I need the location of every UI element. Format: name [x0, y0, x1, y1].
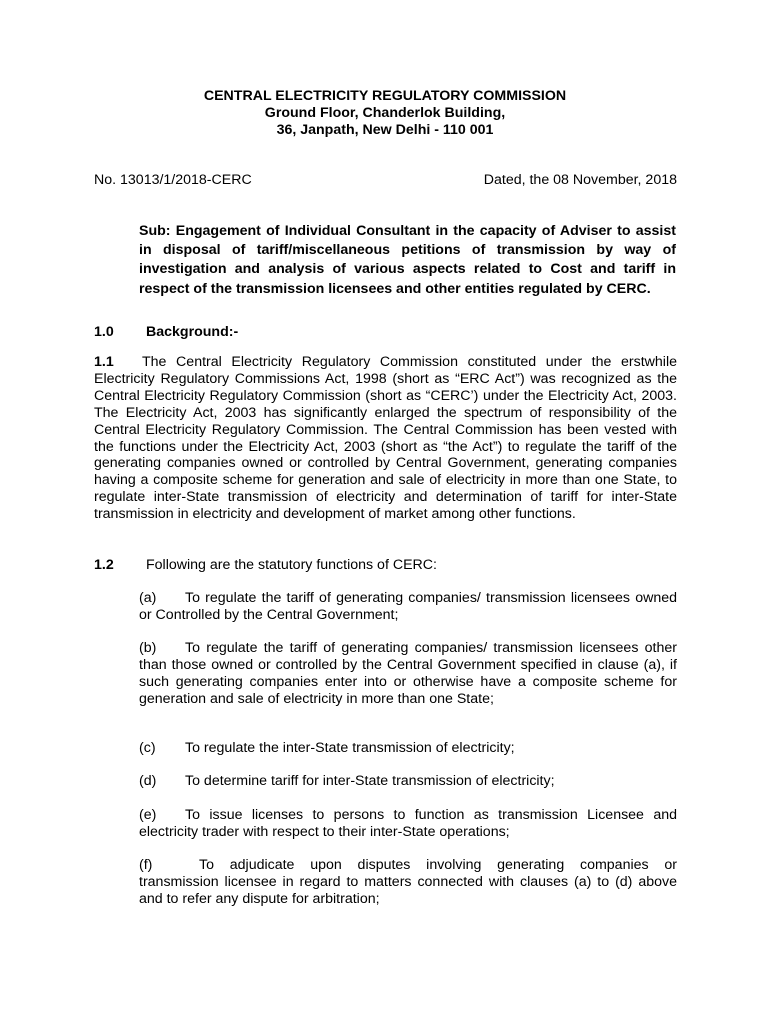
paragraph-number: 1.2 [94, 557, 114, 573]
function-item-a [139, 590, 677, 624]
item-text: To regulate the tariff of generating companies/ transmission licensees owned or Controlled by the Central Government; [139, 590, 677, 623]
function-item-b [139, 640, 677, 708]
section-number: 1.0 [94, 324, 114, 340]
reference-number: No. 13013/1/2018-CERC [94, 172, 252, 188]
paragraph-text: The Central Electricity Regulatory Commission constituted under the erstwhile Electricity Regulatory Commissions Act, 1998 (short as “ERC Act”) was recognized as the Central Electricity Regulatory Commission (short as “CERC’) under the Electricity Act, 2003. The Electricity Act, 2003 has significantly enlarged the spectrum of responsibility of the Central Electricity Regulatory Commission. The Central Commission has been vested with the functions under the Electricity Act, 2003 (short as “the Act”) to regulate the tariff of the generating companies owned or controlled by Central Government, generating companies having a composite scheme for generation and sale of electricity in more than one State, to regulate inter-State transmission of electricity and determination of tariff for inter-State transmission in electricity and development of market among other functions. [94, 354, 677, 523]
function-item-d [139, 773, 677, 790]
reference-line [94, 172, 677, 188]
header-organization: CENTRAL ELECTRICITY REGULATORY COMMISSION [203, 88, 567, 104]
item-label: (a) [139, 590, 157, 606]
function-item-f [139, 857, 677, 908]
section-heading [94, 324, 238, 340]
paragraph-text: Following are the statutory functions of CERC: [146, 557, 437, 573]
letterhead [0, 88, 770, 139]
header-address-line2: 36, Janpath, New Delhi - 110 001 [276, 122, 494, 138]
item-text: To determine tariff for inter-State transmission of electricity; [185, 773, 555, 789]
function-item-e [139, 807, 677, 841]
item-text: To issue licenses to persons to function as transmission Licensee and electricity trader with respect to their inter-State operations; [139, 807, 677, 840]
header-address-line1: Ground Floor, Chanderlok Building, [264, 105, 506, 121]
paragraph-1-2 [94, 557, 677, 574]
item-text: To adjudicate upon disputes involving generating companies or transmission licensee in regard to matters connected with clauses (a) to (d) above and to refer any dispute for arbitration; [139, 857, 677, 907]
paragraph-number: 1.1 [94, 354, 114, 370]
item-label: (b) [139, 640, 157, 656]
reference-date: Dated, the 08 November, 2018 [483, 172, 677, 188]
item-label: (c) [139, 740, 156, 756]
item-label: (d) [139, 773, 157, 789]
item-label: (f) [139, 857, 153, 873]
subject-paragraph: Sub: Engagement of Individual Consultant in the capacity of Adviser to assist in disposal of tariff/miscellaneous petitions of transmission by way of investigation and analysis of various aspects related to Cost and tariff in respect of the transmission licensees and other entities regulated by CERC. [139, 223, 676, 297]
paragraph-1-1 [94, 354, 677, 523]
item-text: To regulate the inter-State transmission of electricity; [185, 740, 515, 756]
item-text: To regulate the tariff of generating companies/ transmission licensees other than those owned or controlled by the Central Government specified in clause (a), if such generating companies enter into or otherwise have a composite scheme for generation and sale of electricity in more than one State; [139, 640, 677, 707]
section-title: Background:- [146, 324, 239, 340]
function-item-c [139, 740, 677, 757]
item-label: (e) [139, 807, 157, 823]
